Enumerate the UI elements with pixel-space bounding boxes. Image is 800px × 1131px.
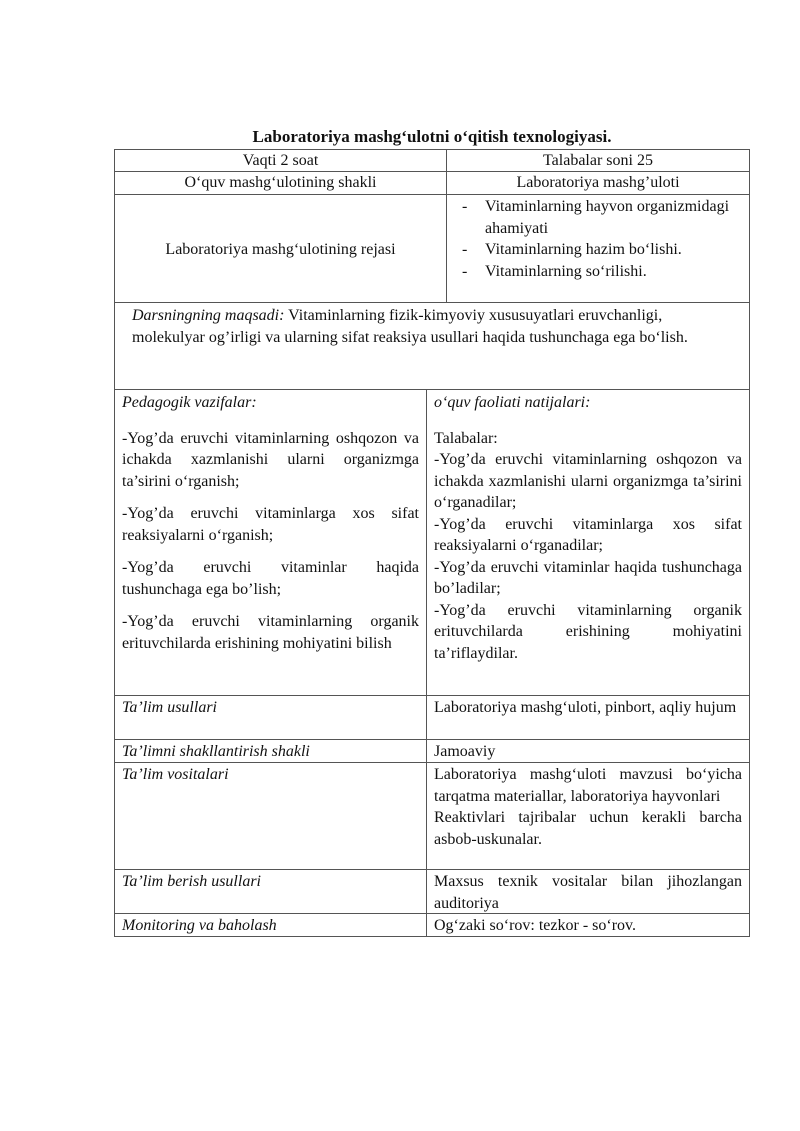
methods-label: Ta’lim usullari: [122, 699, 217, 716]
teaching-label-cell: [114, 869, 427, 914]
tools-value-cell: [426, 762, 750, 870]
form-value-text: Laboratoriya mashg’uloti: [516, 174, 680, 191]
form-label-text: O‘quv mashg‘ulotining shakli: [184, 174, 377, 191]
tasks-heading: Pedagogik vazifalar:: [122, 394, 257, 411]
task-item: -Yog’da eruvchi vitaminlarning oshqozon va ichakda xazmlanishi ularni organizmga ta’sirini o‘rganish;: [122, 429, 419, 490]
methods-value-cell: [426, 695, 750, 740]
goal-cell: [114, 302, 750, 390]
task-item: -Yog’da eruvchi vitaminlarning organik erituvchilarda erishining mohiyatini bilish: [122, 613, 419, 652]
monitoring-label-cell: [114, 913, 427, 937]
duration-text: Vaqti 2 soat: [242, 152, 319, 169]
form-org-value-cell: [426, 739, 750, 763]
monitoring-label: Monitoring va baholash: [122, 917, 277, 934]
task-item: -Yog’da eruvchi vitaminlar haqida tushunchaga ega bo’lish;: [122, 559, 419, 598]
results-intro: Talabalar:: [434, 429, 498, 447]
result-item: -Yog’da eruvchi vitaminlarga xos sifat reaksiyalarni o‘rganadilar;: [434, 515, 742, 554]
results-heading: o‘quv faoliati natijalari:: [434, 394, 591, 411]
plan-items-cell: [446, 194, 750, 303]
result-item: -Yog’da eruvchi vitaminlar haqida tushunchaga bo’ladilar;: [434, 558, 742, 597]
duration-cell: [114, 149, 447, 172]
tasks-cell: [114, 389, 427, 696]
form-org-value: Jamoaviy: [434, 743, 496, 760]
teaching-label: Ta’lim berish usullari: [122, 873, 261, 890]
tools-value: Laboratoriya mashg‘uloti mavzusi bo‘yicha tarqatma materiallar, laboratoriya hayvonlari: [434, 766, 742, 805]
results-cell: [426, 389, 750, 696]
goal-label: Darsningning maqsadi:: [132, 307, 285, 324]
form-org-label-cell: [114, 739, 427, 763]
task-item: -Yog’da eruvchi vitaminlarga xos sifat reaksiyalarni o‘rganish;: [122, 505, 419, 544]
plan-label-text: Laboratoriya mashg‘ulotining rejasi: [165, 241, 396, 258]
teaching-value: Maxsus texnik vositalar bilan jihozlangan auditoriya: [434, 873, 742, 912]
form-org-label: Ta’limni shakllantirish shakli: [122, 743, 310, 760]
teaching-value-cell: [426, 869, 750, 914]
page-title: Laboratoriya mashg‘ulotni o‘qitish texnologiyasi.: [252, 127, 612, 146]
methods-value: Laboratoriya mashg‘uloti, pinbort, aqliy hujum: [434, 699, 737, 716]
form-value-cell: [446, 171, 750, 195]
tools-label-cell: [114, 762, 427, 870]
monitoring-value: Og‘zaki so‘rov: tezkor - so‘rov.: [434, 917, 637, 934]
plan-item: - Vitaminlarning hayvon organizmidagi ahamiyati: [447, 196, 749, 239]
students-text: Talabalar soni 25: [543, 152, 653, 169]
result-item: -Yog’da eruvchi vitaminlarning organik erituvchilarda erishining mohiyatini ta’riflaydilar.: [434, 601, 742, 662]
tools-label: Ta’lim vositalari: [122, 766, 229, 783]
plan-item: - Vitaminlarning hazim bo‘lishi.: [447, 239, 749, 261]
tools-value-2: Reaktivlari tajribalar uchun kerakli barcha asbob-uskunalar.: [434, 809, 742, 848]
plan-label-cell: [114, 194, 447, 303]
result-item: -Yog’da eruvchi vitaminlarning oshqozon va ichakda xazmlanishi ularni organizmga ta’sirini o‘rganadilar;: [434, 451, 742, 511]
form-label-cell: [114, 171, 447, 195]
plan-list: [447, 196, 749, 282]
plan-item: - Vitaminlarning so‘rilishi.: [447, 261, 749, 283]
goal-text: Vitaminlarning fizik-kimyoviy xususuyatlari eruvchanligi, molekulyar og’irligi va ularning sifat reaksiya usullari haqida tushunchaga ega bo‘lish.: [132, 307, 688, 346]
methods-label-cell: [114, 695, 427, 740]
students-cell: [446, 149, 750, 172]
monitoring-value-cell: [426, 913, 750, 937]
